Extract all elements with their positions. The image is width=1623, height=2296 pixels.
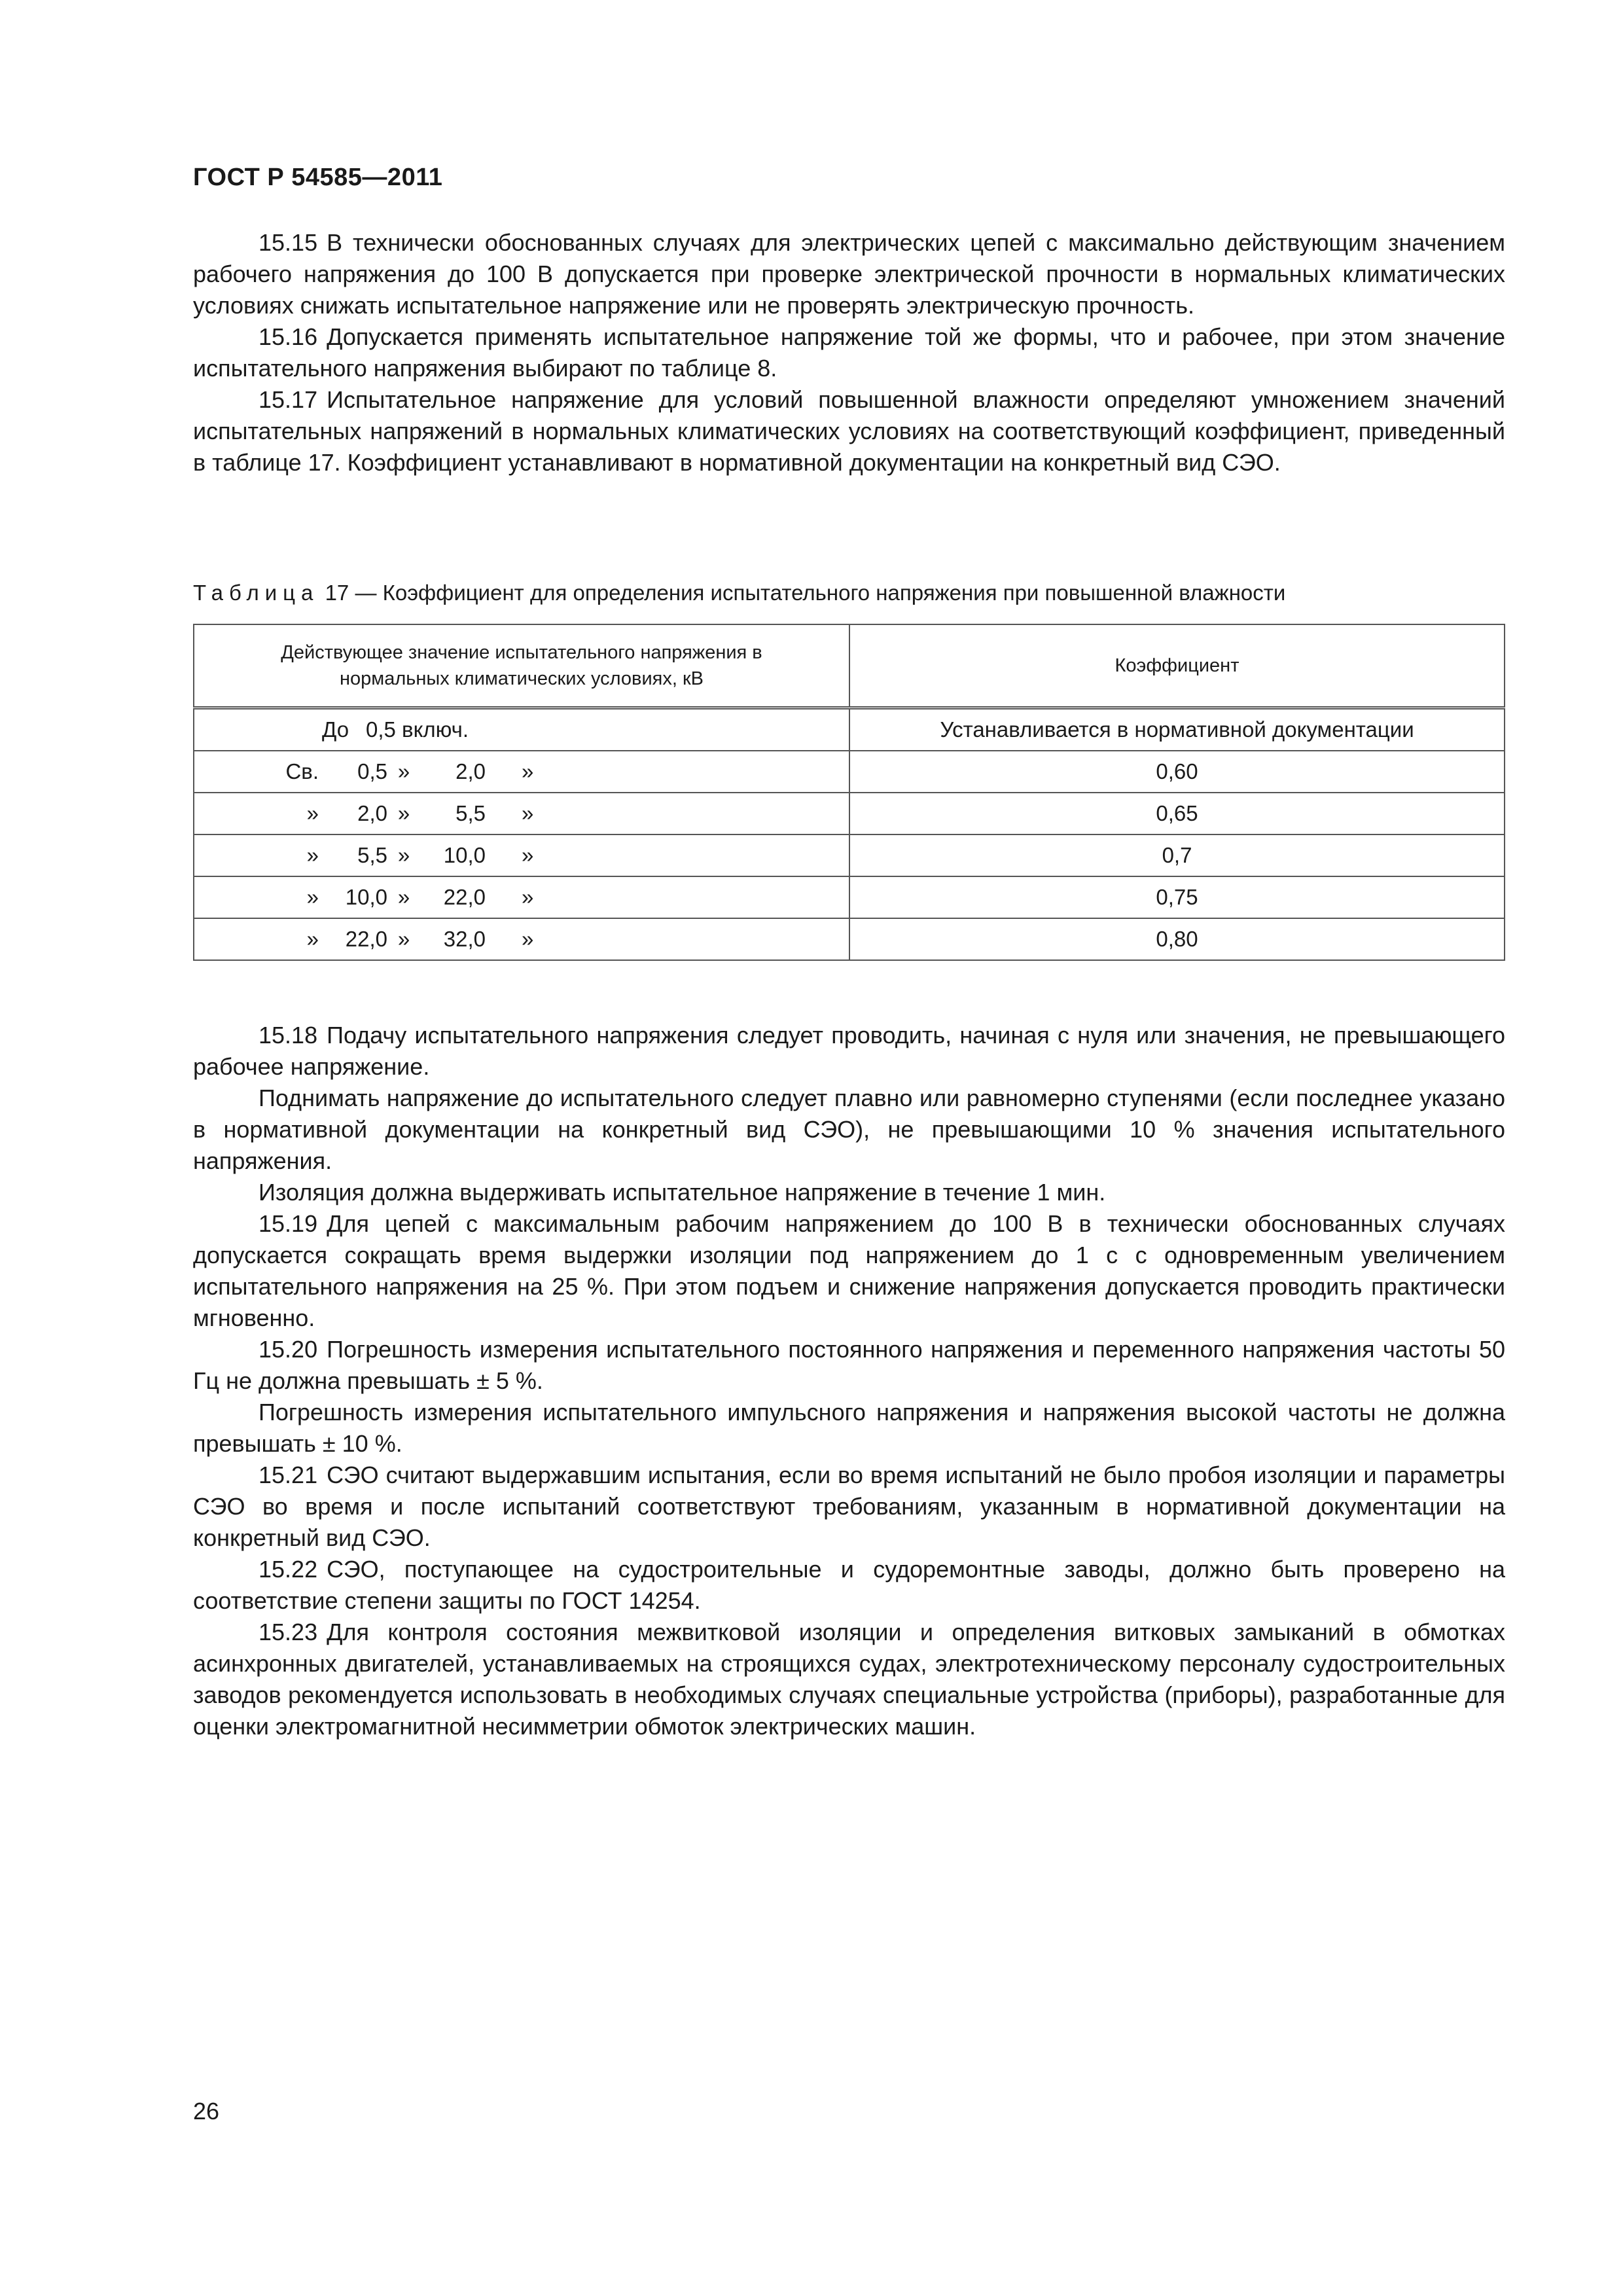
paragraph-15-23: [193, 1617, 1505, 1742]
paragraph-text: Допускается применять испытательное напряжение той же формы, что и рабочее, при этом значение испытательного напряжения выбирают по таблице 8.: [193, 323, 1505, 382]
document-code-header: ГОСТ Р 54585—2011: [193, 164, 443, 191]
paragraph-text: Погрешность измерения испытательного импульсного напряжения и напряжения высокой частоты не должна превышать ± 10 %.: [193, 1399, 1505, 1457]
table-cell-coefficient: 0,80: [849, 918, 1505, 960]
range-to: 10,0: [443, 843, 486, 867]
range-value: 0,5 включ.: [366, 717, 469, 742]
range-separator: »: [397, 927, 410, 951]
table-cell-range: [194, 876, 849, 918]
table-cell-coefficient: 0,60: [849, 751, 1505, 793]
paragraph-number: 15.15: [259, 229, 318, 256]
range-from: 10,0: [345, 885, 387, 909]
paragraph-voltage-raise: [193, 1083, 1505, 1177]
range-prefix: »: [306, 927, 319, 951]
table-cell-coefficient: 0,65: [849, 793, 1505, 834]
paragraph-text: Погрешность измерения испытательного постоянного напряжения и переменного напряжения частоты 50 Гц не должна превышать ± 5 %.: [193, 1336, 1505, 1394]
paragraph-text: СЭО, поступающее на судостроительные и судоремонтные заводы, должно быть проверено на соответствие степени защиты по ГОСТ 14254.: [193, 1556, 1505, 1614]
range-separator: »: [397, 885, 410, 909]
range-separator: »: [397, 843, 410, 867]
table-caption-number: 17: [325, 581, 349, 605]
table-row: [194, 876, 1505, 918]
coefficient-table: [193, 624, 1505, 961]
range-to: 22,0: [443, 885, 486, 909]
table-header-coefficient: Коэффициент: [849, 624, 1505, 708]
paragraph-number: 15.19: [259, 1210, 318, 1237]
table-row: [194, 708, 1505, 751]
paragraph-15-16: [193, 321, 1505, 384]
paragraph-text: Поднимать напряжение до испытательного следует плавно или равномерно ступенями (если последнее указано в нормативной документации на конкретный вид СЭО), не превышающими 10 % значения испытательного напряжения.: [193, 1085, 1505, 1174]
table-row: [194, 793, 1505, 834]
range-suffix: »: [522, 885, 534, 909]
paragraph-number: 15.22: [259, 1556, 318, 1583]
paragraph-text: СЭО считают выдержавшим испытания, если во время испытаний не было пробоя изоляции и параметры СЭО во время и после испытаний соответствуют требованиям, указанным в нормативной документации на конкретный вид СЭО.: [193, 1462, 1505, 1551]
paragraph-15-15: [193, 227, 1505, 321]
table-caption: [193, 579, 1285, 607]
range-prefix: До: [322, 717, 349, 742]
range-to: 32,0: [443, 927, 486, 951]
table-caption-text: — Коэффициент для определения испытательного напряжения при повышенной влажности: [355, 581, 1286, 605]
table-row: [194, 751, 1505, 793]
paragraph-number: 15.23: [259, 1619, 318, 1645]
paragraph-15-22: [193, 1554, 1505, 1617]
paragraph-insulation-time: [193, 1177, 1505, 1208]
range-from: 0,5: [357, 759, 387, 783]
range-suffix: »: [522, 759, 534, 783]
table-row: [194, 918, 1505, 960]
table-cell-range: [194, 918, 849, 960]
table-row: [194, 834, 1505, 876]
table-header-voltage: Действующее значение испытательного напряжения в нормальных климатических условиях, кВ: [194, 624, 849, 708]
paragraph-15-20: [193, 1334, 1505, 1397]
table-cell-range: [194, 708, 849, 751]
table-cell-coefficient: 0,75: [849, 876, 1505, 918]
paragraph-number: 15.17: [259, 386, 318, 413]
paragraph-text: Подачу испытательного напряжения следует проводить, начиная с нуля или значения, не превышающего рабочее напряжение.: [193, 1022, 1505, 1080]
paragraph-15-18: [193, 1020, 1505, 1083]
range-separator: »: [397, 801, 410, 825]
paragraph-text: В технически обоснованных случаях для электрических цепей с максимально действующим значением рабочего напряжения до 100 В допускается при проверке электрической прочности в нормальных климатических условиях снижать испытательное напряжение или не проверять электрическую прочность.: [193, 229, 1505, 319]
range-prefix: »: [306, 801, 319, 825]
paragraphs-bottom: [193, 1020, 1505, 1742]
table-caption-label: Таблица: [193, 581, 319, 605]
range-prefix: »: [306, 843, 319, 867]
paragraph-text: Для контроля состояния межвитковой изоляции и определения витковых замыканий в обмотках асинхронных двигателей, устанавливаемых на строящихся судах, электротехническому персоналу судостроительных заводов рекомендуется использовать в необходимых случаях специальные устройства (приборы), разработанные для оценки электромагнитной несимметрии обмоток электрических машин.: [193, 1619, 1505, 1740]
table-cell-range: [194, 834, 849, 876]
paragraph-number: 15.16: [259, 323, 318, 350]
range-suffix: »: [522, 843, 534, 867]
page-number: 26: [193, 2098, 220, 2125]
range-separator: »: [397, 759, 410, 783]
range-prefix: Св.: [285, 759, 319, 783]
paragraph-text: Для цепей с максимальным рабочим напряжением до 100 В в технически обоснованных случаях допускается сокращать время выдержки изоляции под напряжением до 1 с с одновременным увеличением испытательного напряжения на 25 %. При этом подъем и снижение напряжения допускается проводить практически мгновенно.: [193, 1210, 1505, 1331]
range-suffix: »: [522, 927, 534, 951]
paragraph-text: Изоляция должна выдерживать испытательное напряжение в течение 1 мин.: [259, 1179, 1106, 1206]
paragraphs-top: [193, 227, 1505, 478]
table-cell-coefficient: Устанавливается в нормативной документации: [849, 708, 1505, 751]
range-prefix: »: [306, 885, 319, 909]
range-from: 22,0: [345, 927, 387, 951]
range-to: 5,5: [455, 801, 486, 825]
range-to: 2,0: [455, 759, 486, 783]
table-cell-range: [194, 751, 849, 793]
paragraph-text: Испытательное напряжение для условий повышенной влажности определяют умножением значений испытательных напряжений в нормальных климатических условиях на соответствующий коэффициент, приведенный в таблице 17. Коэффициент устанавливают в нормативной документации на конкретный вид СЭО.: [193, 386, 1505, 476]
paragraph-15-19: [193, 1208, 1505, 1334]
paragraph-number: 15.18: [259, 1022, 318, 1049]
range-suffix: »: [522, 801, 534, 825]
paragraph-15-17: [193, 384, 1505, 478]
range-from: 2,0: [357, 801, 387, 825]
table-cell-range: [194, 793, 849, 834]
paragraph-number: 15.21: [259, 1462, 318, 1488]
paragraph-number: 15.20: [259, 1336, 318, 1363]
range-from: 5,5: [357, 843, 387, 867]
table-header-row: [194, 624, 1505, 708]
paragraph-impulse-error: [193, 1397, 1505, 1460]
paragraph-15-21: [193, 1460, 1505, 1554]
document-page: [193, 0, 1505, 2296]
table-cell-coefficient: 0,7: [849, 834, 1505, 876]
